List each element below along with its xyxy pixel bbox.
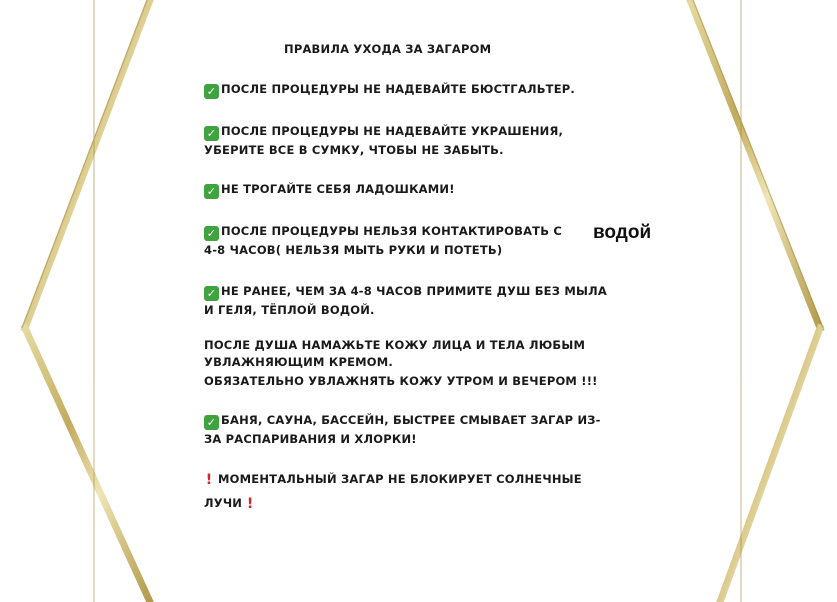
rule-5-line-2: И ГЕЛЯ, ТЁПЛОЙ ВОДОЙ. xyxy=(204,303,375,317)
rule-item-3 xyxy=(204,181,455,199)
rule-2-line-2: УБЕРИТЕ ВСЕ В СУМКУ, ЧТОБЫ НЕ ЗАБЫТЬ. xyxy=(204,143,504,157)
check-mark-icon: ✓ xyxy=(204,84,219,99)
check-mark-icon: ✓ xyxy=(204,126,219,141)
check-mark-icon: ✓ xyxy=(204,286,219,301)
rule-item-8-cont xyxy=(204,495,255,512)
rule-4-line-2: 4-8 ЧАСОВ( НЕЛЬЗЯ МЫТЬ РУКИ И ПОТЕТЬ) xyxy=(204,243,503,257)
rule-3-line-1: НЕ ТРОГАЙТЕ СЕБЯ ЛАДОШКАМИ! xyxy=(221,182,455,196)
rule-8-line-1: МОМЕНТАЛЬНЫЙ ЗАГАР НЕ БЛОКИРУЕТ СОЛНЕЧНЫЕ xyxy=(218,472,582,486)
rule-7-line-1: БАНЯ, САУНА, БАССЕЙН, БЫСТРЕЕ СМЫВАЕТ ЗАГАР ИЗ- xyxy=(221,413,601,427)
page-title: ПРАВИЛА УХОДА ЗА ЗАГАРОМ xyxy=(284,42,492,56)
rule-6-line-1: ПОСЛЕ ДУША НАМАЖЬТЕ КОЖУ ЛИЦА И ТЕЛА ЛЮБЫМ xyxy=(204,338,586,352)
rule-item-2 xyxy=(204,123,563,141)
check-mark-icon: ✓ xyxy=(204,184,219,199)
rule-7-line-2: ЗА РАСПАРИВАНИЯ И ХЛОРКИ! xyxy=(204,432,417,446)
rule-item-4 xyxy=(204,223,562,241)
rule-item-5 xyxy=(204,283,607,301)
exclamation-icon: ! xyxy=(205,472,213,488)
rule-item-1 xyxy=(204,81,575,99)
rule-6-line-2: УВЛАЖНЯЮЩИМ КРЕМОМ. xyxy=(204,355,393,369)
rule-5-line-1: НЕ РАНЕЕ, ЧЕМ ЗА 4-8 ЧАСОВ ПРИМИТЕ ДУШ БЕЗ МЫЛА xyxy=(221,284,607,298)
check-mark-icon: ✓ xyxy=(204,226,219,241)
check-mark-icon: ✓ xyxy=(204,415,219,430)
water-overlay-word: водой xyxy=(593,222,652,243)
rule-8-line-2: ЛУЧИ xyxy=(204,496,243,510)
rule-1-line-1: ПОСЛЕ ПРОЦЕДУРЫ НЕ НАДЕВАЙТЕ БЮСТГАЛЬТЕР. xyxy=(221,82,575,96)
exclamation-icon: ! xyxy=(246,496,254,512)
rule-4-line-1: ПОСЛЕ ПРОЦЕДУРЫ НЕЛЬЗЯ КОНТАКТИРОВАТЬ С xyxy=(221,224,563,238)
rule-item-7 xyxy=(204,412,601,430)
rule-6-line-3: ОБЯЗАТЕЛЬНО УВЛАЖНЯТЬ КОЖУ УТРОМ И ВЕЧЕРОМ !!! xyxy=(204,374,598,388)
rule-item-8 xyxy=(204,471,582,488)
rule-2-line-1: ПОСЛЕ ПРОЦЕДУРЫ НЕ НАДЕВАЙТЕ УКРАШЕНИЯ, xyxy=(221,124,564,138)
